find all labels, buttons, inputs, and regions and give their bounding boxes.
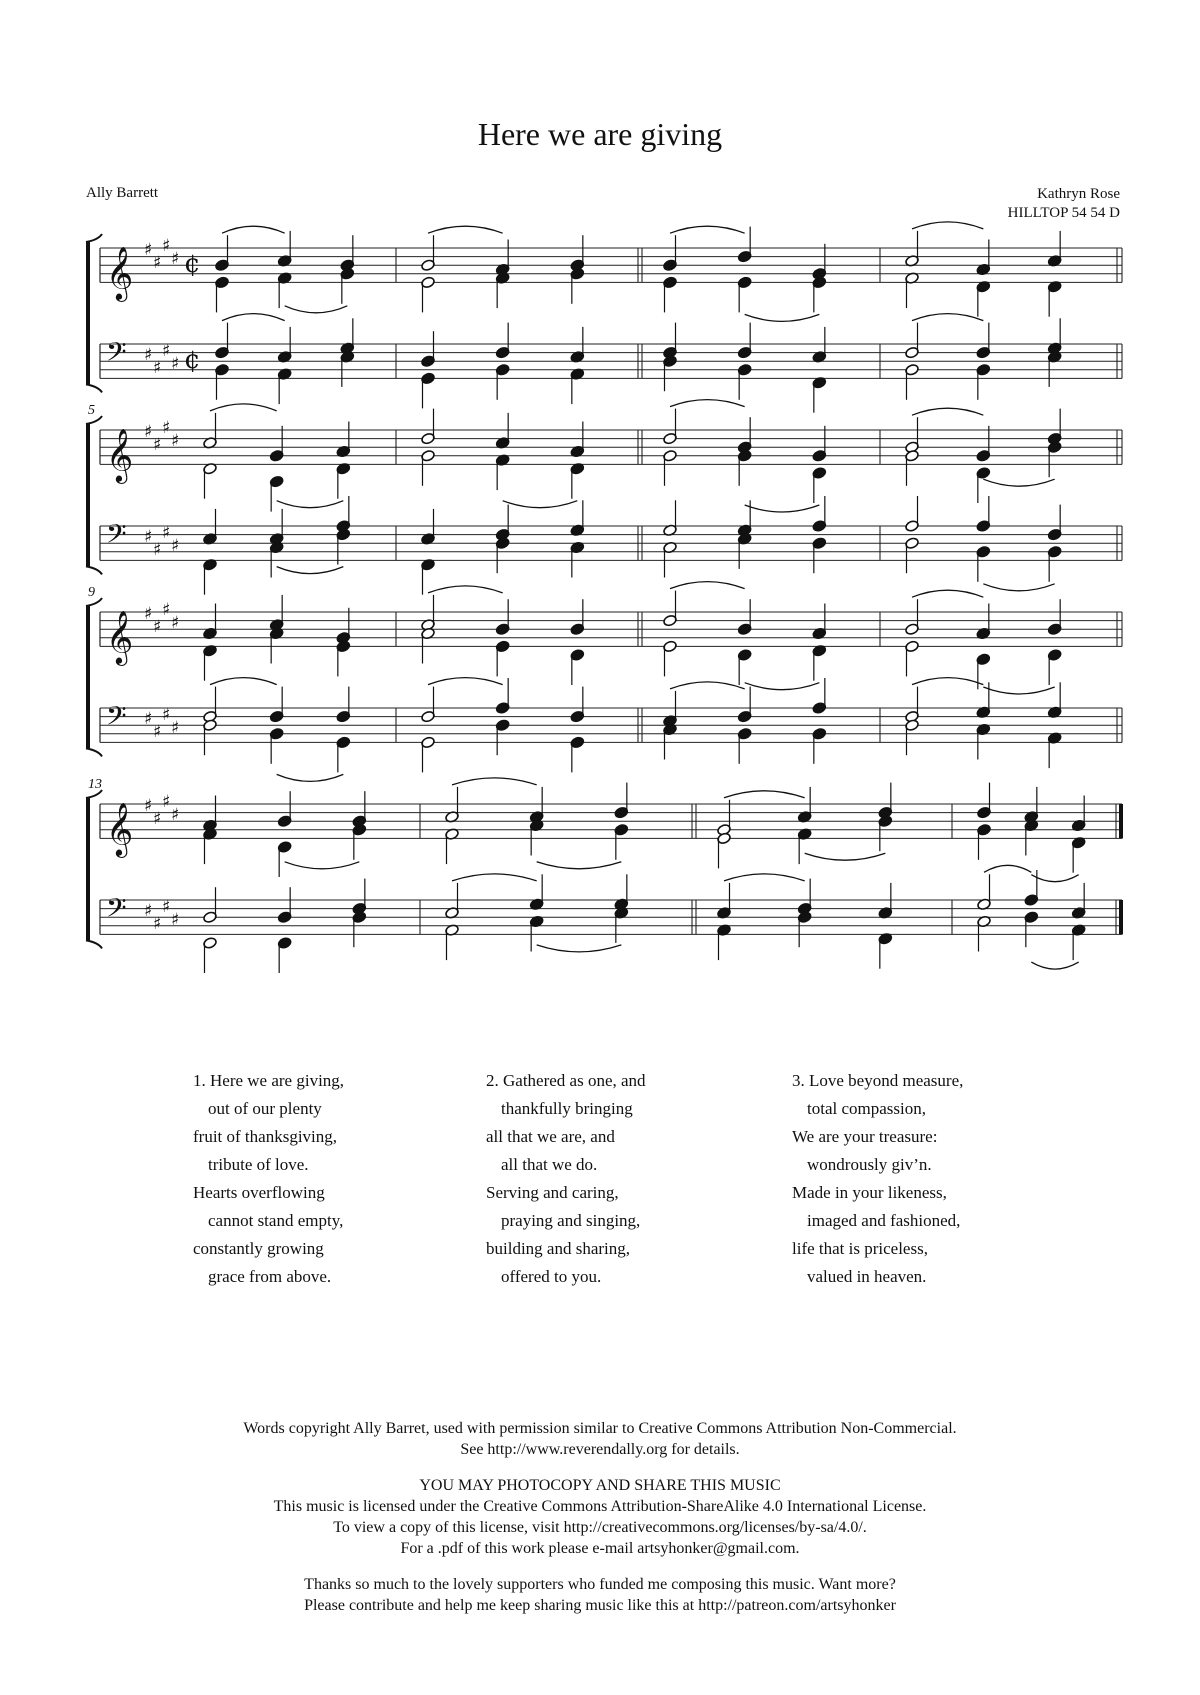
sharp-sign: ♯ (162, 236, 171, 256)
verse-line: constantly growing (193, 1239, 324, 1258)
verse-1 (193, 1067, 344, 1291)
slur (222, 314, 285, 321)
verse-line: thankfully bringing (501, 1099, 633, 1118)
treble-clef: 𝄞 (106, 801, 134, 856)
slur (503, 501, 578, 508)
slur (277, 501, 344, 508)
sharp-sign: ♯ (144, 422, 153, 442)
copyright-link-line: See http://www.reverendally.org for details. (460, 1441, 740, 1458)
verse-line: fruit of thanksgiving, (193, 1127, 338, 1146)
verse-line: out of our plenty (208, 1099, 322, 1118)
slur (670, 582, 745, 589)
sharp-sign: ♯ (171, 536, 180, 556)
verse-line: praying and singing, (501, 1211, 641, 1230)
verse-line: valued in heaven. (807, 1267, 927, 1286)
measure-number: 9 (88, 585, 95, 600)
slur (277, 774, 344, 781)
verse-line: building and sharing, (486, 1239, 631, 1258)
sharp-sign: ♯ (162, 897, 171, 917)
verse-line: wondrously giv’n. (807, 1155, 932, 1174)
slur (1031, 875, 1078, 882)
slur (428, 226, 503, 233)
lyricist: Ally Barrett (86, 185, 159, 201)
sharp-sign: ♯ (144, 345, 153, 365)
verse-line: all that we are, and (486, 1127, 615, 1146)
sharp-sign: ♯ (153, 358, 162, 378)
sharp-sign: ♯ (153, 540, 162, 560)
sharp-sign: ♯ (162, 705, 171, 725)
sharp-sign: ♯ (144, 901, 153, 921)
slur (745, 505, 820, 512)
slur (452, 874, 537, 881)
verse-line: offered to you. (501, 1267, 602, 1286)
treble-clef: 𝄞 (106, 609, 134, 664)
slur (912, 314, 983, 321)
sharp-sign: ♯ (162, 600, 171, 620)
sharp-sign: ♯ (144, 709, 153, 729)
slur (912, 590, 983, 597)
slur (452, 778, 537, 785)
treble-clef: 𝄞 (106, 427, 134, 482)
slur (724, 791, 805, 798)
bass-clef: 𝄢 (106, 700, 127, 738)
sharp-sign: ♯ (171, 249, 180, 269)
system-bracket (86, 566, 102, 574)
verse-line: grace from above. (208, 1267, 332, 1286)
sharp-sign: ♯ (153, 914, 162, 934)
system-bracket (86, 748, 102, 756)
composer: Kathryn Rose (1037, 186, 1120, 202)
bass-clef: 𝄢 (106, 518, 127, 556)
share-heading: YOU MAY PHOTOCOPY AND SHARE THIS MUSIC (419, 1477, 781, 1494)
sharp-sign: ♯ (153, 435, 162, 455)
slur (277, 567, 344, 574)
slur (983, 479, 1054, 486)
measure-number: 5 (88, 403, 95, 418)
verse-line: total compassion, (807, 1099, 926, 1118)
slur (537, 945, 622, 952)
verse-line: Hearts overflowing (193, 1183, 325, 1202)
slur (912, 408, 983, 415)
tune-name: HILLTOP 54 54 D (1007, 205, 1120, 221)
treble-clef: 𝄞 (106, 245, 134, 300)
slur (805, 853, 886, 860)
verse-line: 2. Gathered as one, and (486, 1071, 646, 1090)
sharp-sign: ♯ (144, 527, 153, 547)
sharp-sign: ♯ (171, 910, 180, 930)
slur (912, 678, 983, 685)
verse-line: Made in your likeness, (792, 1183, 947, 1202)
slur (428, 586, 503, 593)
slur (285, 862, 360, 869)
slur (745, 314, 820, 321)
slur (210, 404, 277, 411)
cut-time-signature: ¢ (184, 249, 201, 279)
system-bracket (86, 384, 102, 392)
license-line: This music is licensed under the Creative Commons Attribution-ShareAlike 4.0 International License. (273, 1498, 927, 1515)
slur (537, 862, 622, 869)
sharp-sign: ♯ (171, 718, 180, 738)
measure-number: 13 (88, 777, 102, 792)
slur (984, 865, 1031, 872)
verse-line: life that is priceless, (792, 1239, 928, 1258)
sharp-sign: ♯ (153, 809, 162, 829)
verse-line: imaged and fashioned, (807, 1211, 961, 1230)
slur (1031, 962, 1078, 969)
sharp-sign: ♯ (171, 431, 180, 451)
sharp-sign: ♯ (153, 722, 162, 742)
slur (222, 226, 285, 233)
slur (745, 683, 820, 690)
verse-line: 1. Here we are giving, (193, 1071, 345, 1090)
verse-line: all that we do. (501, 1155, 598, 1174)
slur (912, 222, 983, 229)
thanks-line: Thanks so much to the lovely supporters who funded me composing this music. Want more? (304, 1576, 896, 1593)
system-bracket (86, 940, 102, 948)
verse-line: tribute of love. (208, 1155, 309, 1174)
verse-2 (486, 1067, 646, 1291)
sharp-sign: ♯ (171, 354, 180, 374)
slur (670, 226, 745, 233)
sharp-sign: ♯ (171, 805, 180, 825)
slur (724, 874, 805, 881)
copyright-line: Words copyright Ally Barret, used with permission similar to Creative Commons Attribution Non-Commercial. (243, 1420, 957, 1437)
footer (0, 1418, 1200, 1616)
sharp-sign: ♯ (162, 341, 171, 361)
verse-line: We are your treasure: (792, 1127, 938, 1146)
license-link-line: To view a copy of this license, visit http://creativecommons.org/licenses/by-sa/4.0/. (333, 1519, 867, 1536)
patreon-line: Please contribute and help me keep sharing music like this at http://patreon.com/artsyhonker (304, 1597, 896, 1614)
slur (428, 678, 503, 685)
sharp-sign: ♯ (144, 796, 153, 816)
slur (983, 584, 1054, 591)
sharp-sign: ♯ (153, 253, 162, 273)
slur (670, 400, 745, 407)
bass-clef: 𝄢 (106, 336, 127, 374)
verse-line: 3. Love beyond measure, (792, 1071, 964, 1090)
page-title: Here we are giving (477, 116, 723, 152)
sharp-sign: ♯ (153, 617, 162, 637)
sharp-sign: ♯ (171, 613, 180, 633)
slur (670, 682, 745, 689)
sharp-sign: ♯ (144, 240, 153, 260)
cut-time-signature: ¢ (184, 345, 201, 375)
slur (285, 306, 348, 313)
verse-3 (792, 1067, 963, 1291)
sharp-sign: ♯ (162, 792, 171, 812)
verse-line: Serving and caring, (486, 1183, 619, 1202)
slur (210, 678, 277, 685)
contact-line: For a .pdf of this work please e-mail artsyhonker@gmail.com. (400, 1540, 800, 1557)
sharp-sign: ♯ (144, 604, 153, 624)
slur (983, 687, 1054, 694)
sharp-sign: ♯ (162, 418, 171, 438)
verse-line: cannot stand empty, (208, 1211, 344, 1230)
sharp-sign: ♯ (162, 523, 171, 543)
system-bracket (86, 234, 102, 242)
bass-clef: 𝄢 (106, 892, 127, 930)
